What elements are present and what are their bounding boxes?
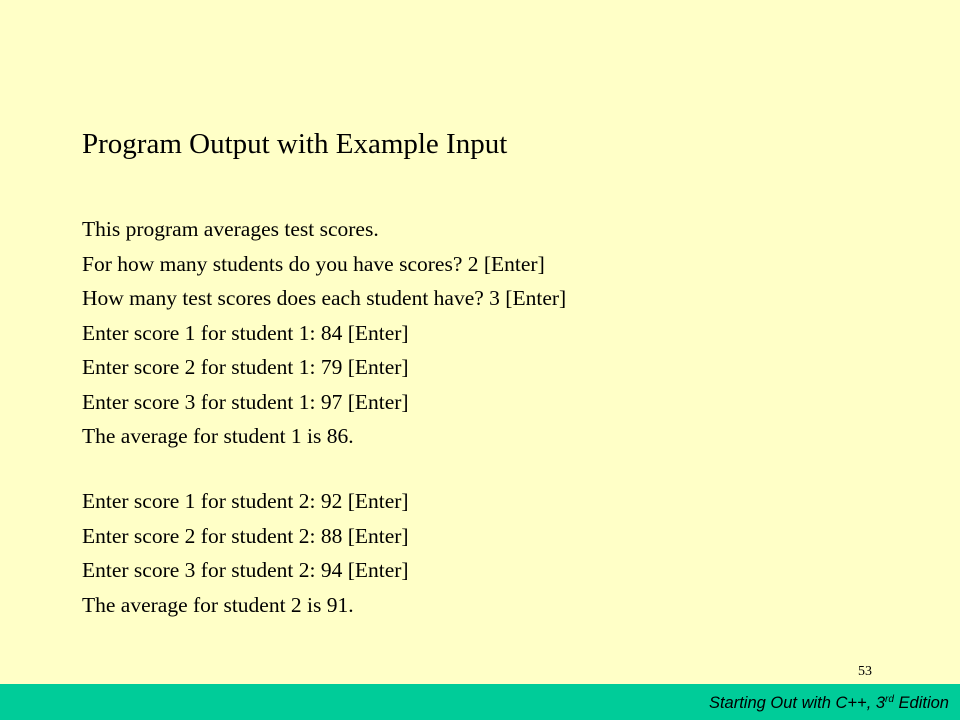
output-line: Enter score 3 for student 1: 97 [Enter] <box>82 389 409 414</box>
footer-title-text: Starting Out with C++, 3 <box>708 694 886 712</box>
output-line: Enter score 3 for student 2: 94 [Enter] <box>82 558 409 582</box>
program-output-block-2 <box>82 484 409 622</box>
output-line: How many test scores does each student have? 3 [Enter] <box>82 286 567 310</box>
program-output-block-1 <box>82 212 566 454</box>
footer-edition-word: Edition <box>893 694 949 712</box>
output-line: Enter score 2 for student 2: 88 [Enter] <box>82 523 409 548</box>
output-line: This program averages test scores. <box>82 217 379 241</box>
output-line: Enter score 2 for student 1: 79 [Enter] <box>82 355 409 379</box>
footer-edition-superscript: rd <box>885 694 894 705</box>
slide-title: Program Output with Example Input <box>82 128 508 160</box>
output-line: For how many students do you have scores? 2 [Enter] <box>82 251 545 276</box>
output-line: Enter score 1 for student 2: 92 [Enter] <box>82 489 409 513</box>
output-line: Enter score 1 for student 1: 84 [Enter] <box>82 320 409 345</box>
output-line: The average for student 2 is 91. <box>82 592 354 617</box>
slide-number: 53 <box>858 664 872 679</box>
footer-book-title <box>709 693 949 713</box>
output-line: The average for student 1 is 86. <box>82 424 354 448</box>
footer-bar <box>0 684 960 720</box>
